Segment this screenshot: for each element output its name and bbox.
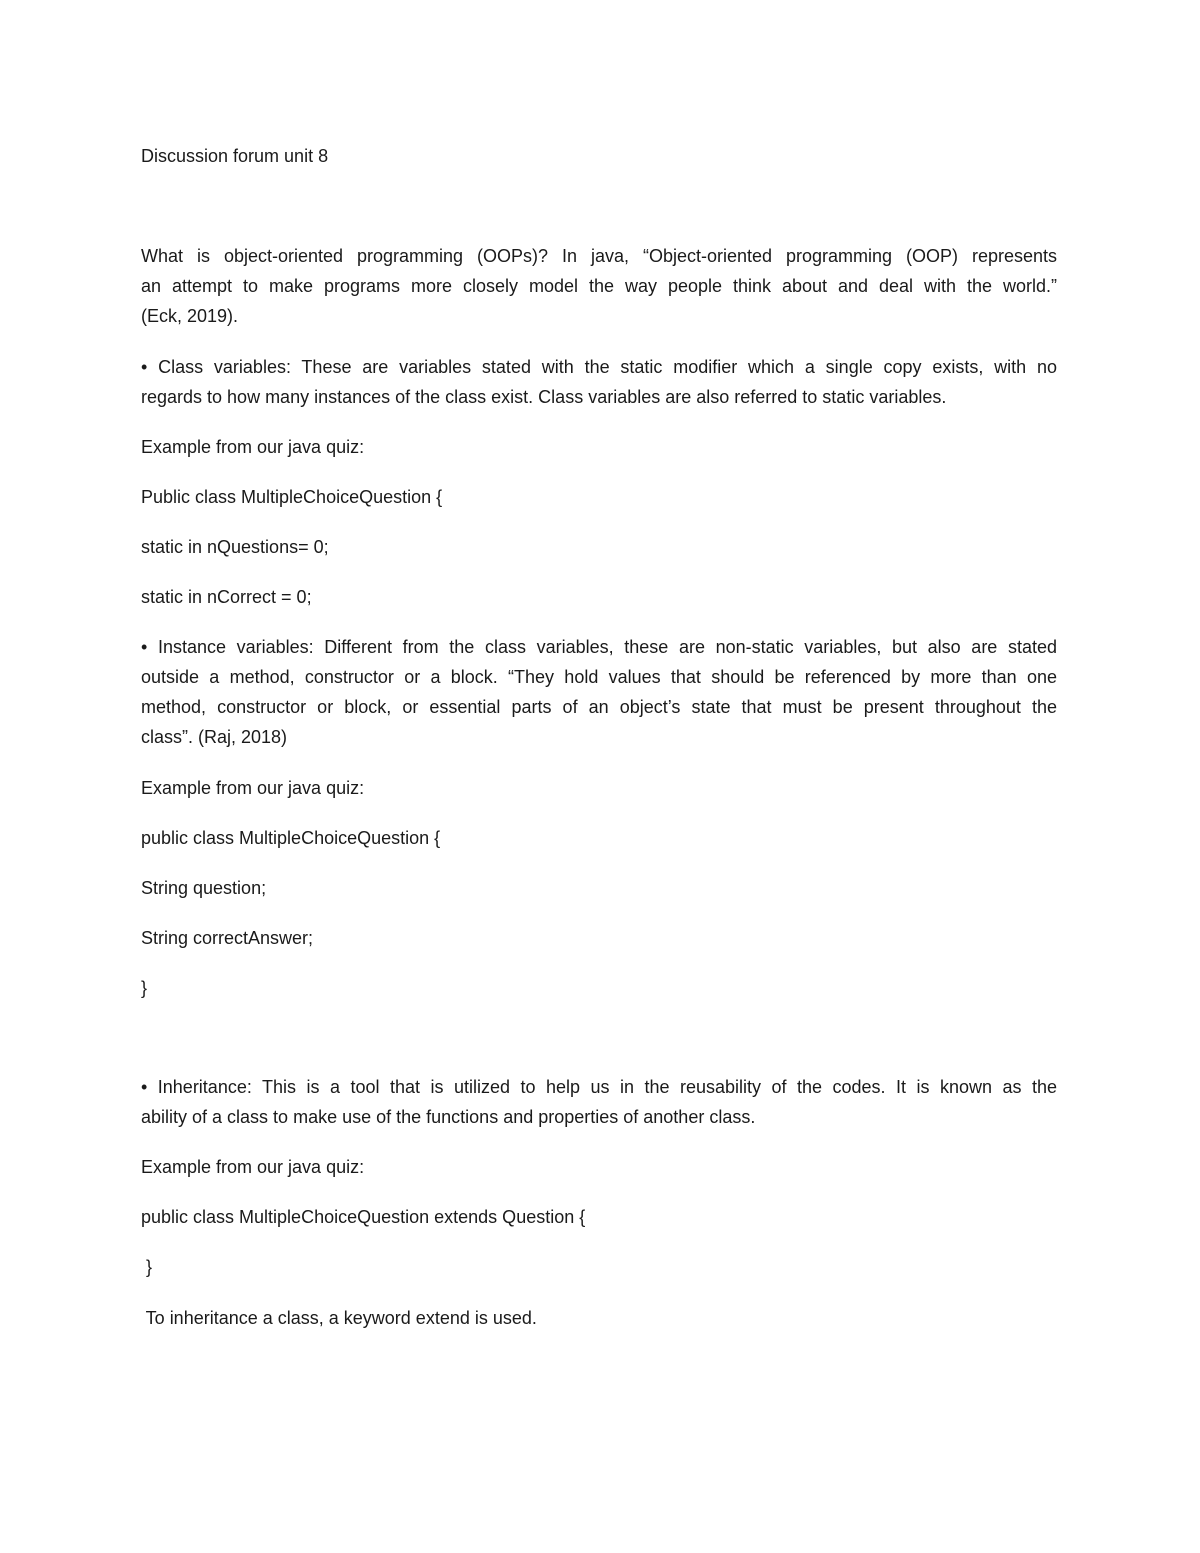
class-variables-line-1: • Class variables: These are variables stated with the static modifier which a single copy exists, with no [141, 357, 1057, 377]
document-title: Discussion forum unit 8 [141, 146, 329, 166]
instance-variables-code-line-2: String question; [141, 878, 267, 898]
inheritance-line-2: ability of a class to make use of the functions and properties of another class. [141, 1107, 756, 1127]
inheritance-code-line-1: public class MultipleChoiceQuestion extends Question { [141, 1207, 586, 1227]
class-variables-example-label: Example from our java quiz: [141, 437, 365, 457]
class-variables-code-line-1: Public class MultipleChoiceQuestion { [141, 487, 443, 507]
instance-variables-line-1: • Instance variables: Different from the class variables, these are non-static variables, but also are stated [141, 637, 1057, 657]
instance-variables-code-line-4: } [141, 978, 148, 998]
instance-variables-code-line-1: public class MultipleChoiceQuestion { [141, 828, 441, 848]
instance-variables-code-line-3: String correctAnswer; [141, 928, 314, 948]
class-variables-code-line-3: static in nCorrect = 0; [141, 587, 312, 607]
inheritance-example-label: Example from our java quiz: [141, 1157, 365, 1177]
instance-variables-line-3: method, constructor or block, or essential parts of an object’s state that must be present throughout the [141, 697, 1057, 717]
instance-variables-line-2: outside a method, constructor or a block. “They hold values that should be referenced by more than one [141, 667, 1057, 687]
intro-line-1: What is object-oriented programming (OOPs)? In java, “Object-oriented programming (OOP) represents [141, 246, 1057, 266]
intro-line-3: (Eck, 2019). [141, 306, 239, 326]
intro-line-2: an attempt to make programs more closely model the way people think about and deal with the world.” [141, 276, 1057, 296]
instance-variables-example-label: Example from our java quiz: [141, 778, 365, 798]
inheritance-line-1: • Inheritance: This is a tool that is utilized to help us in the reusability of the codes. It is known as the [141, 1077, 1057, 1097]
inheritance-closing-line: To inheritance a class, a keyword extend is used. [141, 1308, 537, 1328]
inheritance-code-line-2: } [141, 1257, 153, 1277]
class-variables-line-2: regards to how many instances of the class exist. Class variables are also referred to static variables. [141, 387, 947, 407]
instance-variables-line-4: class”. (Raj, 2018) [141, 727, 288, 747]
class-variables-code-line-2: static in nQuestions= 0; [141, 537, 329, 557]
